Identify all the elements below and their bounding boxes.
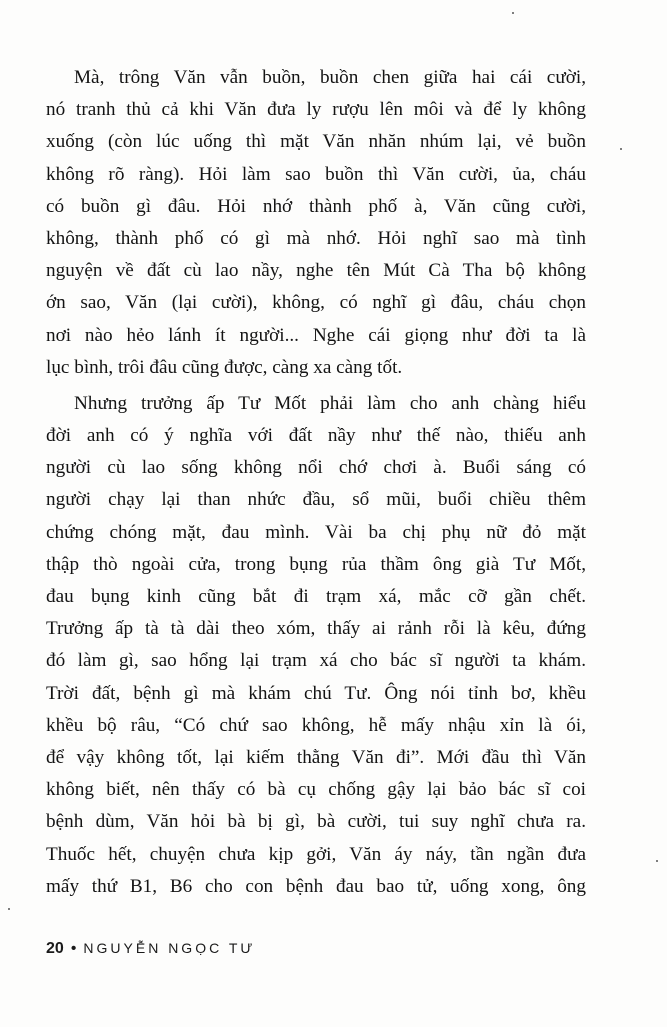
text-line: có buồn gì đâu. Hỏi nhớ thành phố à, Văn cũng cười, <box>46 195 586 217</box>
text-line: đó làm gì, sao hổng lại trạm xá cho bác sĩ người ta khám. <box>46 650 586 672</box>
text-line: không rõ ràng). Hỏi làm sao buồn thì Văn cười, ủa, cháu <box>46 163 586 185</box>
text-line: đau bụng kinh cũng bắt đi trạm xá, mắc cỡ gần chết. <box>46 586 586 607</box>
scan-speck <box>512 12 514 14</box>
text-line: khều bộ râu, “Có chứ sao không, hễ mấy nhậu xỉn là ói, <box>46 714 586 736</box>
scan-speck <box>656 860 658 862</box>
text-line: Mà, trông Văn vẫn buồn, buồn chen giữa hai cái cười, <box>74 67 586 88</box>
text-line: để vậy không tốt, lại kiếm thằng Văn đi”. Mới đầu thì Văn <box>46 746 586 768</box>
scan-speck <box>8 908 10 910</box>
text-line: mấy thứ B1, B6 cho con bệnh đau bao tử, uống xong, ông <box>46 875 586 897</box>
text-line: Trưởng ấp tà tà dài theo xóm, thấy ai rảnh rỗi là kêu, đứng <box>46 618 586 640</box>
text-line: lục bình, trôi đâu cũng được, càng xa càng tốt. <box>46 356 403 378</box>
text-line: bệnh dùm, Văn hỏi bà bị gì, bà cười, tui suy nghĩ chưa ra. <box>46 811 586 833</box>
body-text <box>46 62 586 903</box>
page-footer <box>46 940 255 958</box>
text-line: không biết, nên thấy có bà cụ chống gậy lại bảo bác sĩ coi <box>46 779 586 801</box>
text-line: không, thành phố có gì mà nhớ. Hỏi nghĩ sao mà tình <box>46 227 586 249</box>
text-line: Nhưng trưởng ấp Tư Mốt phải làm cho anh chàng hiểu <box>74 392 586 414</box>
page-number: 20 <box>46 940 64 957</box>
scan-speck <box>620 148 622 150</box>
text-line: người chạy lại than nhức đầu, sổ mũi, buổi chiều thêm <box>46 489 586 511</box>
text-line: ớn sao, Văn (lại cười), không, có nghĩ gì đâu, cháu chọn <box>46 292 586 314</box>
text-line: Thuốc hết, chuyện chưa kịp gởi, Văn áy náy, tần ngần đưa <box>46 843 586 865</box>
text-line: nó tranh thủ cả khi Văn đưa ly rượu lên môi và để ly không <box>46 99 586 121</box>
text-line: người cù lao sống không nổi chớ chơi à. Buổi sáng có <box>46 457 586 479</box>
text-line: nơi nào hẻo lánh ít người... Nghe cái giọng như đời ta là <box>46 324 586 346</box>
text-line: nguyện về đất cù lao nầy, nghe tên Mút Cà Tha bộ không <box>46 260 586 282</box>
running-author: NGUYỄN NGỌC TƯ <box>83 940 256 956</box>
text-line: Trời đất, bệnh gì mà khám chú Tư. Ông nói tỉnh bơ, khều <box>46 682 586 704</box>
text-line: xuống (còn lúc uống thì mặt Văn nhăn nhúm lại, vẻ buồn <box>46 131 586 153</box>
text-line: chứng chóng mặt, đau mình. Vài ba chị phụ nữ đỏ mặt <box>46 521 586 543</box>
text-line: đời anh có ý nghĩa với đất nầy như thế nào, thiếu anh <box>46 425 586 447</box>
footer-separator: • <box>70 940 77 957</box>
text-line: thập thò ngoài cửa, trong bụng rủa thầm ông già Tư Mốt, <box>46 553 586 575</box>
